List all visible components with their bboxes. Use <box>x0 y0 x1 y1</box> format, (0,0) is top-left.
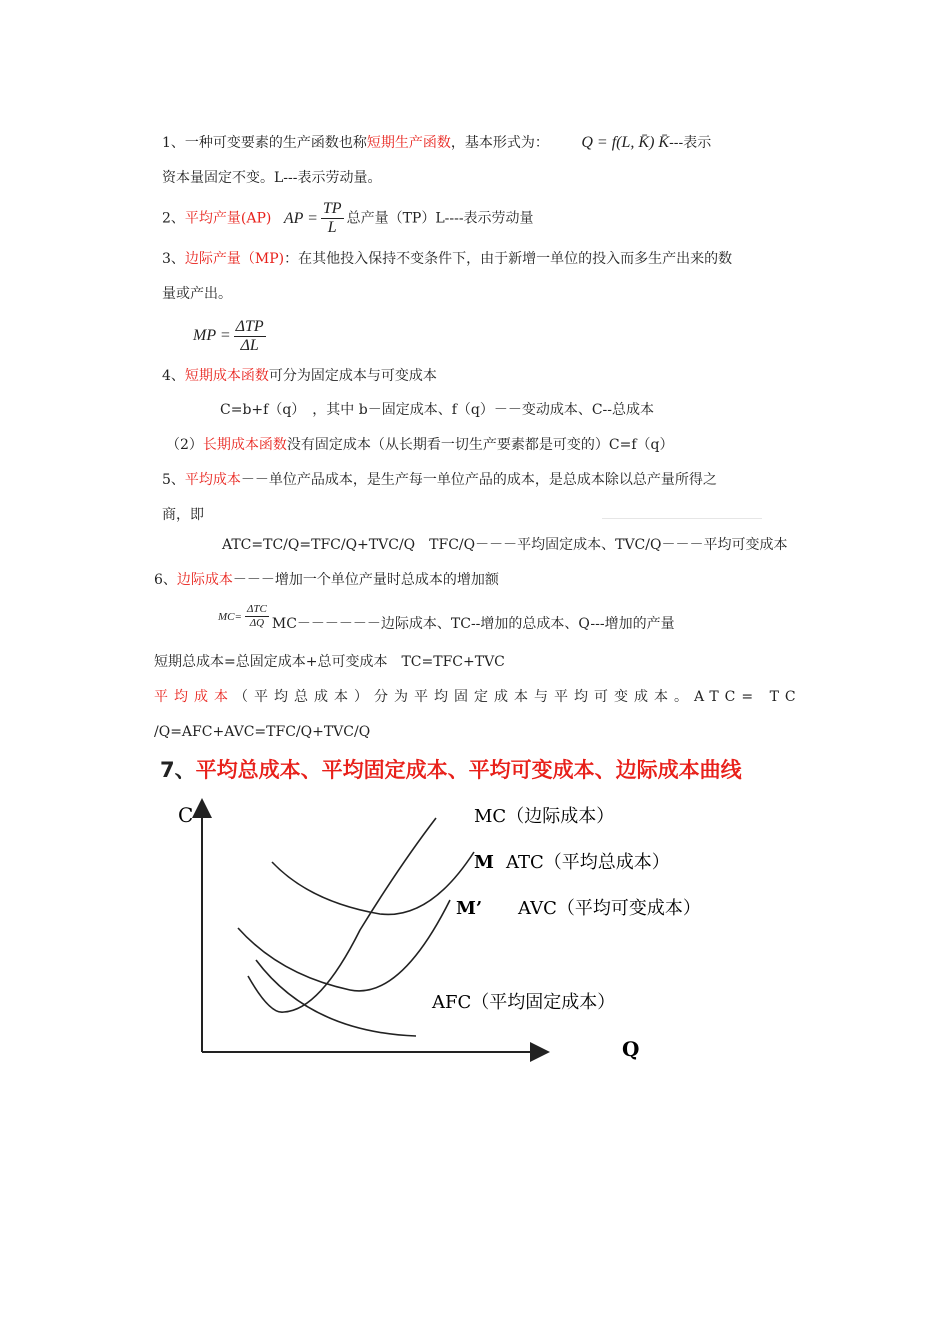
item2-formula-lhs: AP = <box>283 209 318 227</box>
item4-sub-term: 长期成本函数 <box>202 437 287 453</box>
item2-prefix: 2、 <box>162 210 185 227</box>
item6-term: 边际成本 <box>176 572 233 588</box>
item4-text: 可分为固定成本与可变成本 <box>268 368 437 384</box>
item6-line5: /Q=AFC+AVC=TFC/Q+TVC/Q <box>154 724 371 740</box>
item3-term: 边际产量（MP) <box>184 251 285 267</box>
item5-text: －－单位产品成本，是生产每一单位产品的成本，是总成本除以总产量所得之 <box>240 472 717 488</box>
item2-denominator: L <box>327 219 337 236</box>
item6-formula-lhs: MC= <box>218 611 242 623</box>
atc-label: ATC（平均总成本） <box>506 852 670 873</box>
item2-numerator: TP <box>322 200 342 217</box>
item2-term: 平均产量(AP) <box>184 210 272 227</box>
item1-line2: 资本量固定不变。L---表示劳动量。 <box>162 170 382 186</box>
item6-line1 <box>154 570 499 590</box>
atc-curve <box>272 852 474 914</box>
item3-fraction <box>234 318 266 355</box>
item6-prefix: 6、 <box>154 572 177 588</box>
item6-text: －－－增加一个单位产量时总成本的增加额 <box>232 572 499 588</box>
m-prime-point-label: M’ <box>456 898 483 919</box>
item3-line1 <box>162 249 732 269</box>
item1-middle: ，基本形式为： <box>450 135 549 151</box>
item4-sub-text: 没有固定成本（从长期看一切生产要素都是可变的）C=f（q） <box>286 437 674 453</box>
item2-line <box>162 200 534 237</box>
item4-sub-prefix: （2） <box>166 437 203 453</box>
item7-prefix: 7、 <box>160 758 196 782</box>
item1-suffix: ---表示 <box>669 135 712 151</box>
item5-line1 <box>162 470 717 490</box>
item5-line2: 商，即 <box>162 507 204 523</box>
item4-prefix: 4、 <box>162 368 185 384</box>
item6-formula-note: MC－－－－－－边际成本、TC--增加的总成本、Q---增加的产量 <box>271 616 675 632</box>
item6-denominator: ΔQ <box>249 616 265 629</box>
item7-heading <box>160 754 742 784</box>
avc-label: AVC（平均可变成本） <box>518 898 701 919</box>
item3-text: ：在其他投入保持不变条件下，由于新增一单位的投入而多生产出来的数 <box>284 251 733 267</box>
item5-formula-line <box>222 535 787 555</box>
item4-sub-line <box>166 435 674 455</box>
item6-formula-line <box>218 600 675 633</box>
item2-fraction <box>321 200 344 237</box>
item3-line2: 量或产出。 <box>162 286 232 302</box>
item3-formula-lhs: MP = <box>193 327 231 344</box>
divider <box>602 518 762 519</box>
item6-line4-term: 平均成本 <box>154 689 234 705</box>
item6-fraction <box>245 603 269 630</box>
mc-label: MC（边际成本） <box>474 806 615 827</box>
item5-term: 平均成本 <box>184 472 241 488</box>
item1-formula: Q = f(L, K̄) K̄ <box>581 134 670 151</box>
item3-numerator: ΔTP <box>235 317 264 335</box>
item4-term: 短期成本函数 <box>184 368 269 384</box>
item1-line1 <box>162 133 711 153</box>
item3-denominator: ΔL <box>240 336 259 354</box>
x-axis-label: Q <box>622 1037 640 1061</box>
item5-prefix: 5、 <box>162 472 185 488</box>
afc-label: AFC（平均固定成本） <box>432 992 616 1013</box>
cost-curves-diagram <box>160 790 720 1080</box>
item4-formula: C=b+f（q） <box>220 402 299 418</box>
item2-text: 总产量（TP）L----表示劳动量 <box>346 210 534 227</box>
item1-prefix: 1、一种可变要素的生产函数也称 <box>162 135 367 151</box>
item4-line1 <box>162 366 437 386</box>
item3-formula <box>193 316 269 356</box>
item4-formula-line <box>220 400 654 420</box>
item6-line4 <box>154 687 802 707</box>
item5-formula: ATC=TC/Q=TFC/Q+TVC/Q <box>222 537 416 553</box>
item6-line4-text: （平均总成本）分为平均固定成本与平均可变成本。ATC= TC <box>234 689 802 705</box>
item7-title: 平均总成本、平均固定成本、平均可变成本、边际成本曲线 <box>195 758 742 782</box>
item3-prefix: 3、 <box>162 251 185 267</box>
m-point-label: M <box>474 852 494 873</box>
y-axis-label: C <box>178 803 194 827</box>
item6-line3: 短期总成本=总固定成本+总可变成本 TC=TFC+TVC <box>154 654 505 670</box>
item4-formula-note: ，其中 b－固定成本、f（q）－－变动成本、C--总成本 <box>312 402 655 418</box>
item5-formula-note: TFC/Q－－－平均固定成本、TVC/Q－－－平均可变成本 <box>429 537 788 553</box>
item6-numerator: ΔTC <box>246 602 267 615</box>
item1-term: 短期生产函数 <box>366 135 451 151</box>
